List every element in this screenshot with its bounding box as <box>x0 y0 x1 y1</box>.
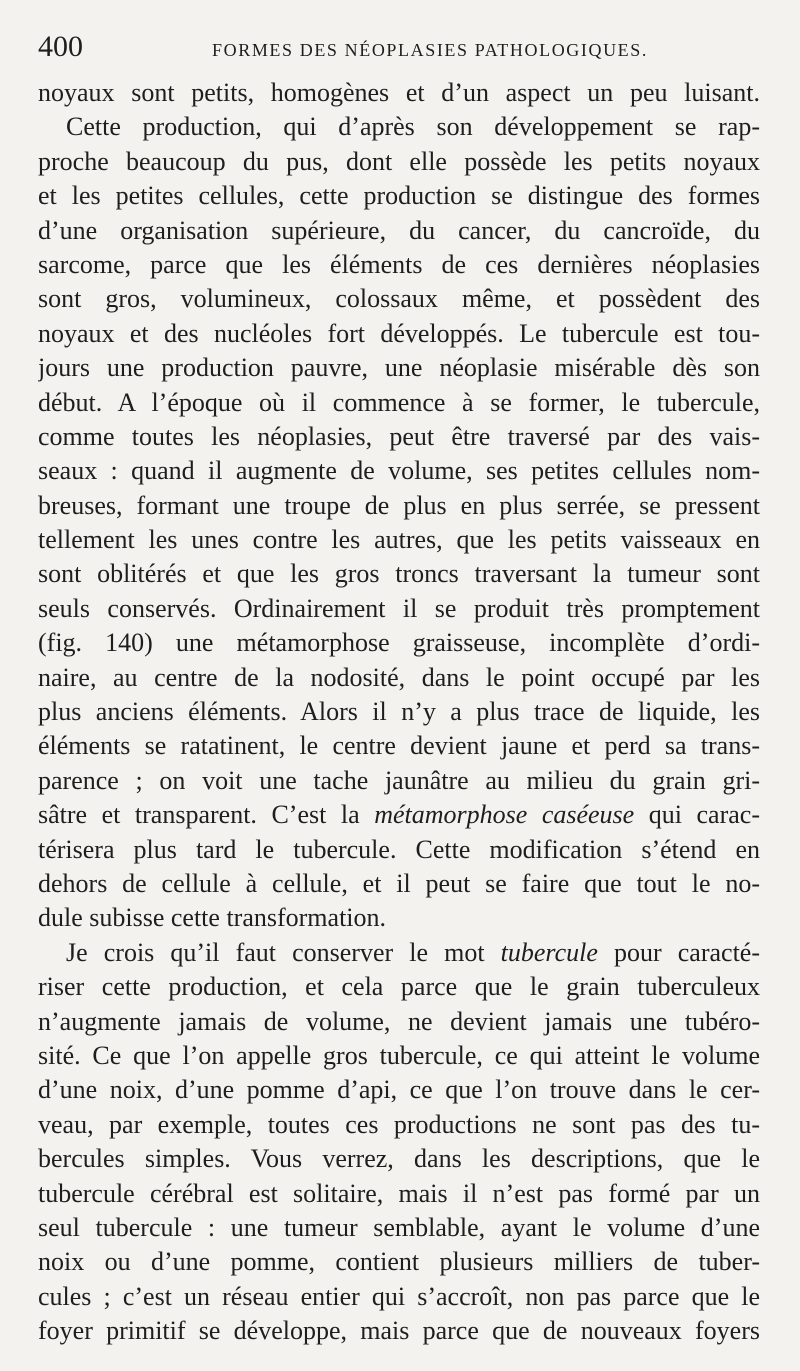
text-line: Cette production, qui d’après son développement se rap- <box>66 112 760 142</box>
text-line: breuses, formant une troupe de plus en plus serrée, se pressent <box>38 490 760 520</box>
text-line: début. A l’époque où il commence à se former, le tubercule, <box>38 387 760 417</box>
text-line: naire, au centre de la nodosité, dans le point occupé par les <box>38 662 760 692</box>
text-line: d’une organisation supérieure, du cancer, du cancroïde, du <box>38 215 760 245</box>
text-segment: pour caracté- <box>597 937 760 967</box>
text-line: sarcome, parce que les éléments de ces dernières néoplasies <box>38 249 760 279</box>
text-line: térisera plus tard le tubercule. Cette modification s’étend en <box>38 834 760 864</box>
text-line: éléments se ratatinent, le centre devient jaune et perd sa trans- <box>38 731 760 761</box>
page-number: 400 <box>38 30 83 63</box>
text-line <box>38 936 760 970</box>
text-line: seul tubercule : une tumeur semblable, ayant le volume d’une <box>38 1212 760 1242</box>
text-line: n’augmente jamais de volume, ne devient jamais une tubéro- <box>38 1006 760 1036</box>
text-segment: Je crois qu’il faut conserver le mot <box>66 937 501 967</box>
text-line: bercules simples. Vous verrez, dans les descriptions, que le <box>38 1144 760 1174</box>
text-line: tellement les unes contre les autres, que les petits vaisseaux en <box>38 525 760 555</box>
italic-term: métamorphose caséeuse <box>374 800 635 830</box>
text-line: seuls conservés. Ordinairement il se produit très promptement <box>38 593 760 623</box>
running-head: FORMES DES NÉOPLASIES PATHOLOGIQUES. <box>212 40 648 60</box>
text-line: noyaux sont petits, homogènes et d’un aspect un peu luisant. <box>38 78 760 107</box>
text-line: dule subisse cette transformation. <box>38 903 387 933</box>
text-line: cules ; c’est un réseau entier qui s’accroît, non pas parce que le <box>38 1281 760 1311</box>
text-line: sont gros, volumineux, colossaux même, et possèdent des <box>38 284 760 314</box>
text-line <box>38 798 760 832</box>
text-line: comme toutes les néoplasies, peut être traversé par des vais- <box>38 421 760 451</box>
text-line: parence ; on voit une tache jaunâtre au milieu du grain gri- <box>38 765 760 795</box>
text-segment: qui carac- <box>634 800 760 830</box>
text-line: proche beaucoup du pus, dont elle possède les petits noyaux <box>38 146 760 176</box>
text-line: sont oblitérés et que les gros troncs traversant la tumeur sont <box>38 559 760 589</box>
text-line: d’une noix, d’une pomme d’api, ce que l’on trouve dans le cer- <box>38 1075 760 1105</box>
text-line: (fig. 140) une métamorphose graisseuse, incomplète d’ordi- <box>38 628 760 658</box>
text-line: noyaux et des nucléoles fort développés. Le tubercule est tou- <box>38 318 760 348</box>
text-line: veau, par exemple, toutes ces productions ne sont pas des tu- <box>38 1109 760 1139</box>
text-line: tubercule cérébral est solitaire, mais il n’est pas formé par un <box>38 1178 760 1208</box>
text-line: plus anciens éléments. Alors il n’y a plus trace de liquide, les <box>38 697 760 727</box>
text-line: jours une production pauvre, une néoplasie misérable dès son <box>38 353 760 383</box>
text-line: noix ou d’une pomme, contient plusieurs milliers de tuber- <box>38 1247 760 1277</box>
text-line: dehors de cellule à cellule, et il peut se faire que tout le no- <box>38 868 760 898</box>
italic-term: tubercule <box>500 937 598 967</box>
text-segment: sâtre et transparent. C’est la <box>38 800 375 830</box>
text-line: riser cette production, et cela parce que le grain tuberculeux <box>38 972 760 1002</box>
text-line: foyer primitif se développe, mais parce que de nouveaux foyers <box>38 1316 760 1346</box>
text-line: sité. Ce que l’on appelle gros tubercule, ce qui atteint le volume <box>38 1040 760 1070</box>
text-line: seaux : quand il augmente de volume, ses petites cellules nom- <box>38 456 760 486</box>
body-text <box>38 76 760 1348</box>
page-header <box>38 30 760 70</box>
text-line: et les petites cellules, cette production se distingue des formes <box>38 181 760 211</box>
